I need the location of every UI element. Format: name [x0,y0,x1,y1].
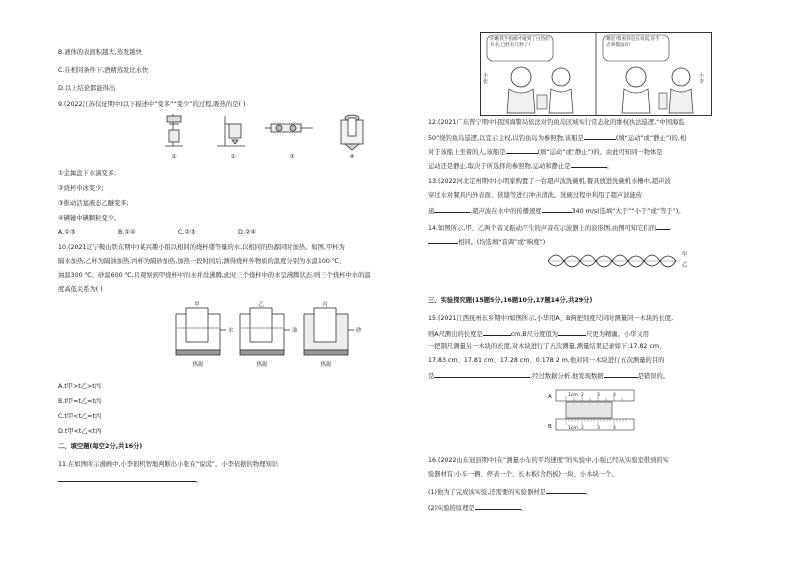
comic-left-name: 小张 [483,73,489,85]
ruler-b-mark-1: 1cm [568,426,578,431]
q10-stem-line-2: 隔水加热,乙杯为隔油加热,丙杯为隔砂加热,加热一段时间后,测得烧杯外物质的温度分别为水温100 ℃、 [58,258,346,265]
ruler-a-mark-2: 2 [581,393,584,398]
q16-line-2: 验器材有:小车一辆、停表一个、长木板(含挡板)一块、小木块一个。 [428,471,618,478]
q9-option-c: C.②③ [178,229,196,236]
q16-blank-1[interactable] [546,486,586,494]
q15-blank-4[interactable] [604,370,638,378]
label-oil: 油 [292,328,298,334]
label-yi: 乙 [258,302,264,308]
q13-blank-1[interactable] [434,205,470,213]
beaker-bing [314,308,336,342]
section-2-title: 二、填空题(每空2分,共16分) [58,443,143,450]
q12-blank-2[interactable] [506,146,538,154]
q11-line-2: 。 [58,474,202,485]
q15-line-1: 15.(2021江西抚州东乡期中)如图所示,小华用A、B两把刻度尺同时测量同一木块的长度, [428,315,674,322]
q16-line-4: (2)实验的原理是 。 [428,502,527,513]
q10-option-d: D.t甲<t乙<t丙 [58,428,102,435]
apparatus-3 [265,124,313,132]
q8-option-d: D.以上结论都能得出 [58,85,116,92]
q9-item-1: ①金属盘下水滴变多; [58,170,117,177]
q8-option-c: C.在相同条件下,酒精蒸发比水快 [58,67,149,74]
comic-right-speech: 哪里!我看你是在说谎,你手一点事都没有! [606,37,665,48]
q16-blank-2[interactable] [475,502,521,510]
q15-blank-3[interactable] [434,370,530,378]
q9-item-2: ②烧杯中冰变少; [58,185,104,192]
q10-beakers-figure [168,300,368,370]
label-sand: 砂 [356,328,362,334]
ruler-a-mark-4: 4 [613,393,616,398]
ruler-b-mark-4: 4 [613,426,616,431]
q12-line-1: 12.(2021广东普宁期中)我国海警局依法对钓鱼岛区域实行常态化的维权执法巡逻,“中国海监 [428,119,685,126]
fig-label-4: ④ [349,154,355,160]
q12-blank-3[interactable] [571,160,607,168]
wood-block [566,402,612,418]
beaker-yi [250,308,272,342]
q11-line-1: 11.在如图所示漫画中,小李很机智地判断出小张在“说谎”。小李依据的物理知识 [58,461,279,468]
q9-option-a: A.①③ [58,229,76,236]
q14-blank-1[interactable] [656,222,670,230]
q15-line-3: 一把钢尺测量另一木块的长度,对木块进行了五次测量,测量结果记录如下:17.82 cm、 [428,343,666,350]
ruler-a-mark-1: 1cm [568,393,578,398]
q15-line-4: 17.83 cm、17.81 cm、17.28 cm、0.178 2 m,他对同一木块进行五次测量的目的 [428,357,665,364]
q13-line-3: 递 ,超声波在水中的传播速度 340 m/s(选填“大于”“小于”或“等于”)。 [428,205,685,216]
wave-label-yi: 乙 [682,262,688,268]
q15-blank-2[interactable] [558,328,586,336]
q14-blank-2[interactable] [428,236,458,244]
q10-option-b: B.t甲=t乙=t丙 [58,398,102,405]
q9-item-3: ③推动活塞液态乙醚变多; [58,200,129,207]
q9-option-b: B.①④ [118,229,136,236]
q9-apparatus-figure [153,110,403,162]
q15-rulers-figure [548,388,648,446]
q12-blank-1[interactable] [584,132,616,140]
q10-option-a: A.t甲>t乙>t丙 [58,383,102,390]
q13-blank-2[interactable] [542,205,572,213]
fig-label-3: ③ [289,154,295,160]
label-bing: 丙 [322,302,328,308]
label-heat-source-2: 热源 [256,362,268,368]
q10-stem-line-4: 度高低关系为( ) [58,286,103,293]
q9-option-d: D.②④ [238,229,257,236]
q9-options [58,228,256,237]
comic-right-name: 小李 [699,73,705,85]
q14-waveform-figure [548,246,698,276]
q8-option-b: B.液体的表面积越大,蒸发越快 [58,49,142,56]
q12-line-4: 运动还是静止,取决于所选择的参照物,运动和静止是 。 [428,160,613,171]
q15-blank-1[interactable] [483,328,511,336]
beaker-jia [186,308,208,342]
section-3-title: 三、实验探究题(15题5分,16题10分,17题14分,共29分) [428,297,593,304]
q16-line-1: 16.(2022山东冠县期中)在“测量小车的平均速度”的实验中,小强已经从实验室借到的实 [428,457,669,464]
label-jia: 甲 [194,302,200,308]
apparatus-1 [165,114,183,146]
q14-line-2: 相同。(均选填“音调”或“响度”) [428,236,545,247]
q11-answer-blank[interactable] [58,474,196,482]
wave-label-jia: 甲 [682,252,688,258]
label-water: 水 [228,328,234,334]
fig-label-2: ② [230,154,236,160]
right-column [428,0,773,561]
q10-stem-line-1: 10.(2021辽宁鞍山铁东期中)某兴趣小组以相同的烧杯盛等量的水,以相同的热源同时加热。如图,甲杯为 [58,244,345,251]
q10-option-c: C.t甲<t乙=t丙 [58,413,102,420]
ruler-b-mark-3: 3 [597,426,600,431]
comic-panel [480,32,712,116]
q12-line-3: 对于该船上坐着的人,该船是 (填“运动”或“静止”)的。由此可知同一物体是 [428,146,663,157]
ruler-b-mark-2: 2 [581,426,584,431]
fig-label-1: ① [171,154,177,160]
q9-stem: 9.(2022江苏仪征期中)以下描述中“变多”“变少”的过程,吸热的是( ) [58,101,246,108]
q10-stem-line-3: 油温300 ℃、砂温600 ℃,且观察到甲烧杯中的水并没沸腾,此时三个烧杯中的水呈沸腾状态,则三个烧杯中水的温 [58,272,371,279]
apparatus-2 [217,116,245,146]
comic-left-speech: 你瞧我手指刚才碰到了白热的开水,已经有几秒了! [490,37,550,48]
q14-line-1: 14.如图所示,甲、乙两个音叉振动产生的声音在示波器上的波形图,由图可知它们的 [428,222,670,233]
left-column [58,0,403,561]
q15-line-5: 是 ,经过数据分析,他发现数据 是错误的。 [428,370,669,381]
q9-item-4: ④碘锤中碘颗粒变少。 [58,215,121,222]
ruler-a-label: A [548,394,552,400]
ruler-a-mark-3: 3 [597,393,600,398]
apparatus-4 [341,115,363,150]
q13-line-1: 13.(2022河北定州期中)小明家购置了一台超声波洗碗机,餐具放进洗碗机水槽中,超声波 [428,178,671,185]
ruler-b-label: B [548,424,552,430]
label-heat-source-3: 热源 [320,362,332,368]
q16-line-3: (1)他为了完成该实验,还需要的实验器材是 。 [428,486,592,497]
q12-line-2: 50”绕钓鱼岛巡逻,以宣示主权,以钓鱼岛为参照物,该船是 (填“运动”或“静止”)的,相 [428,132,686,143]
q15-line-2: 则A尺测出的长度是 cm,B尺分度值为 尺更为精确。小华又用 [428,328,649,339]
label-heat-source-1: 热源 [192,362,204,368]
q13-line-2: 穿过水对餐具内外表面、狭缝等进行冲击清洗。洗碗过程中利用了超声波能传 [428,192,643,199]
